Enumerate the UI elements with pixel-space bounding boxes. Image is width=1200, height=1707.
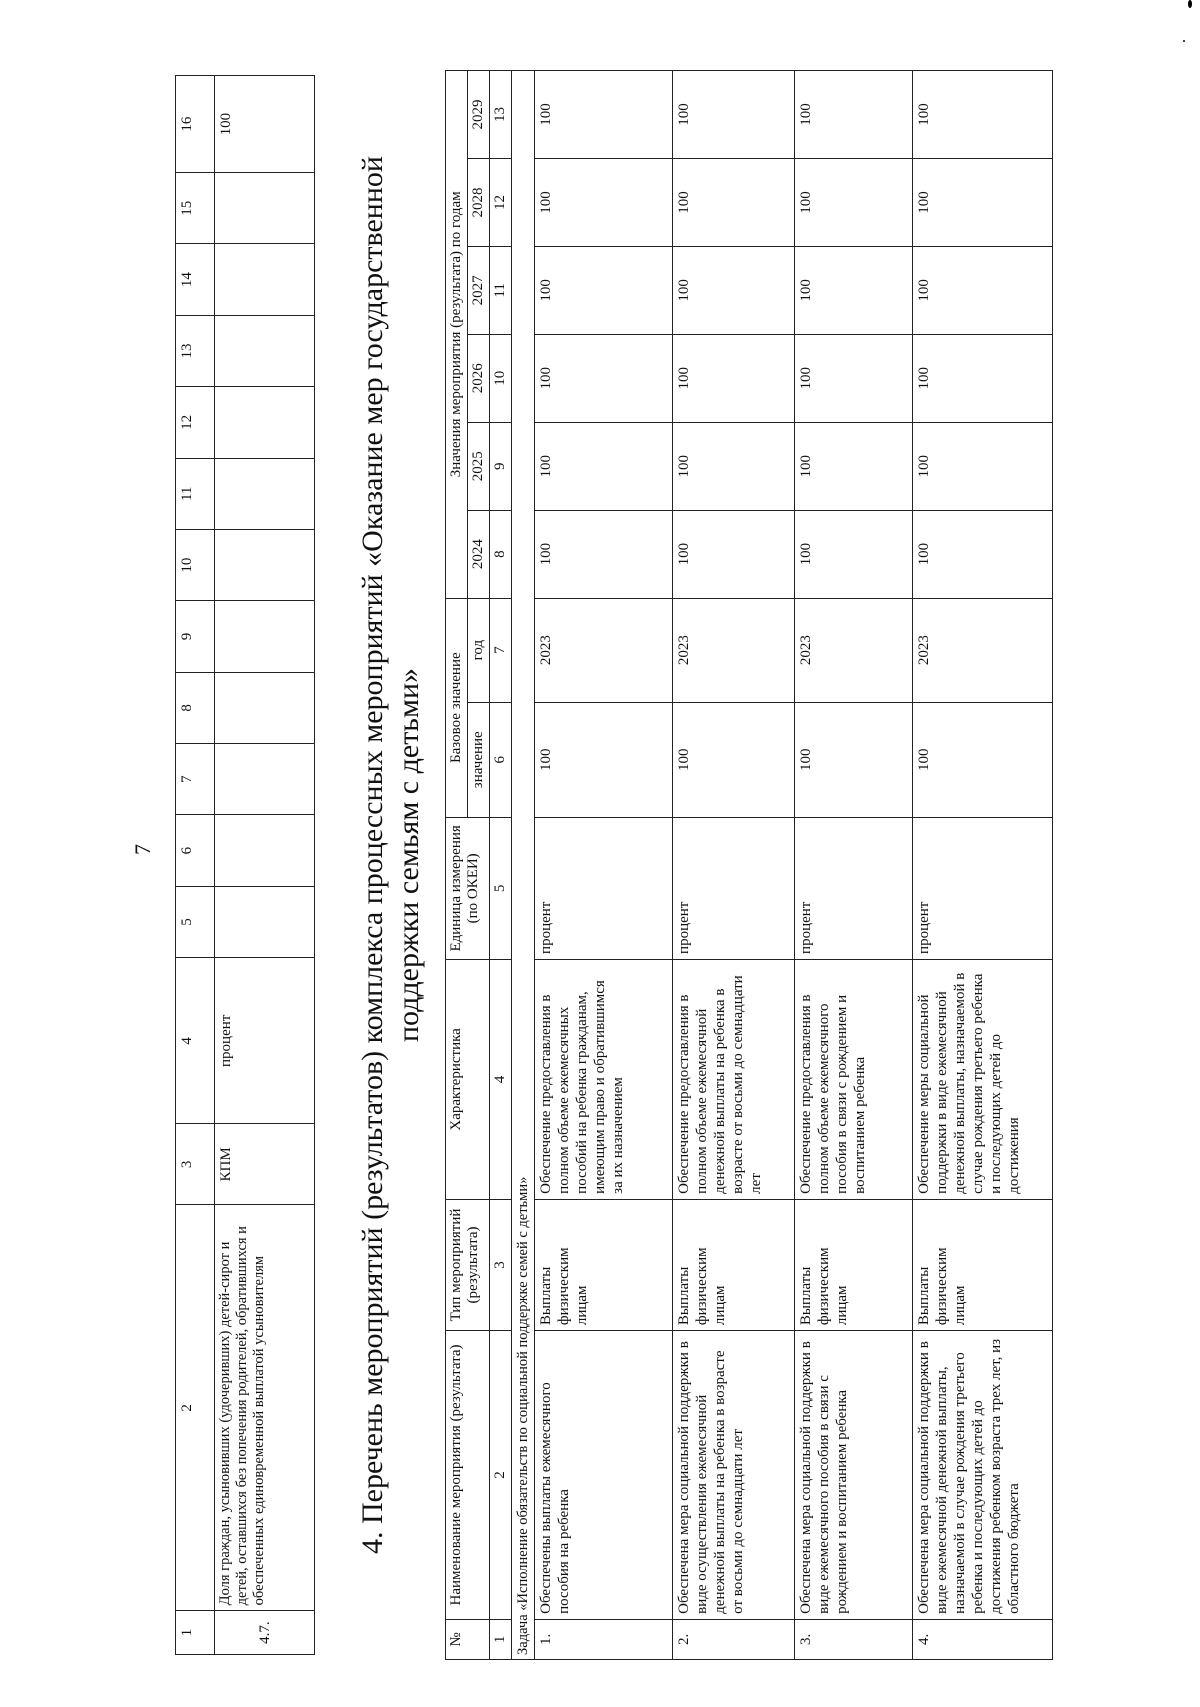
row-value-2024: 100 [535, 510, 673, 598]
header-unit: Единица измерения (по ОКЕИ) [446, 817, 490, 959]
table-header-row [176, 76, 215, 1655]
row-value-2025: 100 [673, 422, 795, 510]
task-row [512, 71, 535, 1660]
row-number: 1. [535, 1619, 673, 1659]
header-name: Наименование мероприятия (результата) [446, 1331, 490, 1620]
empty-cell [215, 387, 315, 458]
table-row [535, 71, 673, 1660]
empty-cell [215, 529, 315, 600]
row-value-2027: 100 [535, 246, 673, 334]
col-number: 10 [490, 334, 512, 422]
row-base-value: 100 [913, 702, 1053, 817]
col-num: 4 [176, 958, 215, 1124]
table-row [215, 76, 315, 1655]
col-number: 9 [490, 422, 512, 510]
empty-cell [215, 458, 315, 529]
header-year: 2025 [468, 422, 490, 510]
row-base-value: 100 [673, 702, 795, 817]
empty-cell [215, 815, 315, 886]
row-value-2027: 100 [795, 246, 913, 334]
scan-mark [1188, 0, 1192, 8]
row-value-2028: 100 [795, 159, 913, 247]
header-year: 2029 [468, 71, 490, 159]
empty-cell [215, 315, 315, 386]
col-num: 2 [176, 1205, 215, 1611]
row-description: Обеспечение предоставления в полном объеме ежемесячного пособия в связи с рождением и воспитанием ребенка [795, 959, 913, 1199]
row-unit: процент [215, 958, 315, 1124]
empty-cell [215, 744, 315, 815]
page-number: 7 [130, 844, 155, 855]
row-type: Выплаты физическим лицам [673, 1199, 795, 1330]
row-value-2028: 100 [673, 159, 795, 247]
row-base-value: 100 [795, 702, 913, 817]
header-year: 2027 [468, 246, 490, 334]
col-number: 1 [490, 1619, 512, 1659]
empty-cell [215, 886, 315, 957]
col-num: 10 [176, 529, 215, 600]
col-num: 8 [176, 672, 215, 743]
row-type: КПМ [215, 1124, 315, 1205]
col-number: 2 [490, 1331, 512, 1620]
section-heading [355, 80, 427, 1630]
row-description: Обеспечение меры социальной поддержки в виде ежемесячной денежной выплаты, назначаемой в случае рождения третьего ребенка и последующих детей до достижения [913, 959, 1053, 1199]
col-num: 15 [176, 173, 215, 244]
col-number: 4 [490, 959, 512, 1199]
col-number: 13 [490, 71, 512, 159]
row-value-2025: 100 [913, 422, 1053, 510]
row-value-2025: 100 [535, 422, 673, 510]
row-value-2026: 100 [913, 334, 1053, 422]
row-number: 3. [795, 1619, 913, 1659]
col-number: 3 [490, 1199, 512, 1330]
col-num: 13 [176, 315, 215, 386]
rotated-landscape-page [25, 60, 1175, 1670]
col-num: 11 [176, 458, 215, 529]
row-value-2028: 100 [913, 159, 1053, 247]
empty-cell [215, 173, 315, 244]
row-base-year: 2023 [913, 598, 1053, 702]
row-base-year: 2023 [535, 598, 673, 702]
row-unit: процент [535, 817, 673, 959]
col-num: 1 [176, 1611, 215, 1655]
header-year: 2028 [468, 159, 490, 247]
header-base: Базовое значение [446, 598, 468, 817]
row-value-2026: 100 [795, 334, 913, 422]
row-unit: процент [673, 817, 795, 959]
col-number: 12 [490, 159, 512, 247]
row-value-2029: 100 [535, 71, 673, 159]
row-base-value: 100 [535, 702, 673, 817]
row-value-2028: 100 [535, 159, 673, 247]
row-type: Выплаты физическим лицам [913, 1199, 1053, 1330]
row-description: Обеспечение предоставления в полном объеме ежемесячных пособий на ребенка гражданам, имеющим право и обратившимся за их назначением [535, 959, 673, 1199]
row-number: 2. [673, 1619, 795, 1659]
header-num: № [446, 1619, 490, 1659]
header-type: Тип мероприятий (результата) [446, 1199, 490, 1330]
column-number-row [490, 71, 512, 1660]
section-heading-line-2: поддержки семьям с детьми» [392, 667, 425, 1043]
header-year: 2026 [468, 334, 490, 422]
header-year: 2024 [468, 510, 490, 598]
row-value-2026: 100 [535, 334, 673, 422]
row-type: Выплаты физическим лицам [535, 1199, 673, 1330]
col-num: 6 [176, 815, 215, 886]
header-base-year: год [468, 598, 490, 702]
col-number: 5 [490, 817, 512, 959]
col-num: 9 [176, 601, 215, 672]
empty-cell [215, 672, 315, 743]
empty-cell [215, 244, 315, 315]
col-num: 12 [176, 387, 215, 458]
row-base-year: 2023 [795, 598, 913, 702]
col-num: 14 [176, 244, 215, 315]
row-value-2029: 100 [795, 71, 913, 159]
row-name: Доля граждан, усыновивших (удочеривших) детей-сирот и детей, оставшихся без попечения родителей, обратившихся и обеспеченных единовременной выплатой усыновителям [215, 1205, 315, 1611]
row-name: Обеспечена мера социальной поддержки в виде ежемесячного пособия в связи с рождением и воспитанием ребенка [795, 1331, 913, 1620]
previous-table-fragment [175, 75, 315, 1655]
measures-table [445, 70, 1053, 1660]
row-value-16: 100 [215, 76, 315, 173]
row-number: 4.7. [215, 1611, 315, 1655]
empty-cell [215, 601, 315, 672]
row-value-2027: 100 [673, 246, 795, 334]
table-header-row [446, 71, 468, 1660]
table-row [795, 71, 913, 1660]
col-num: 16 [176, 76, 215, 173]
row-value-2024: 100 [795, 510, 913, 598]
row-value-2029: 100 [673, 71, 795, 159]
row-name: Обеспечена мера социальной поддержки в виде ежемесячной денежной выплаты, назначаемой в случае рождения третьего ребенка и последующих детей до достижения ребенком возраста трех лет, из областного бюджета [913, 1331, 1053, 1620]
task-title: Задача «Исполнение обязательств по социальной поддержке семей с детьми» [512, 71, 535, 1660]
table-row [673, 71, 795, 1660]
scan-speck [1183, 40, 1185, 42]
table-row [913, 71, 1053, 1660]
row-unit: процент [795, 817, 913, 959]
col-number: 8 [490, 510, 512, 598]
col-num: 5 [176, 886, 215, 957]
header-base-value: значение [468, 702, 490, 817]
row-value-2027: 100 [913, 246, 1053, 334]
col-number: 11 [490, 246, 512, 334]
col-num: 7 [176, 744, 215, 815]
row-unit: процент [913, 817, 1053, 959]
row-description: Обеспечение предоставления в полном объеме ежемесячной денежной выплаты на ребенка в возрасте от восьми до семнадцати лет [673, 959, 795, 1199]
row-value-2029: 100 [913, 71, 1053, 159]
section-heading-line-1: 4. Перечень мероприятий (результатов) комплекса процессных мероприятий «Оказание мер государственной [356, 156, 389, 1554]
header-description: Характеристика [446, 959, 490, 1199]
header-values-by-year: Значения мероприятия (результата) по годам [446, 71, 468, 599]
row-value-2024: 100 [913, 510, 1053, 598]
row-type: Выплаты физическим лицам [795, 1199, 913, 1330]
col-number: 6 [490, 702, 512, 817]
col-num: 3 [176, 1124, 215, 1205]
row-value-2024: 100 [673, 510, 795, 598]
row-value-2025: 100 [795, 422, 913, 510]
row-number: 4. [913, 1619, 1053, 1659]
row-base-year: 2023 [673, 598, 795, 702]
row-name: Обеспечены выплаты ежемесячного пособия на ребенка [535, 1331, 673, 1620]
col-number: 7 [490, 598, 512, 702]
row-value-2026: 100 [673, 334, 795, 422]
row-name: Обеспечена мера социальной поддержки в виде осуществления ежемесячной денежной выплаты на ребенка в возрасте от восьми до семнадцати лет [673, 1331, 795, 1620]
